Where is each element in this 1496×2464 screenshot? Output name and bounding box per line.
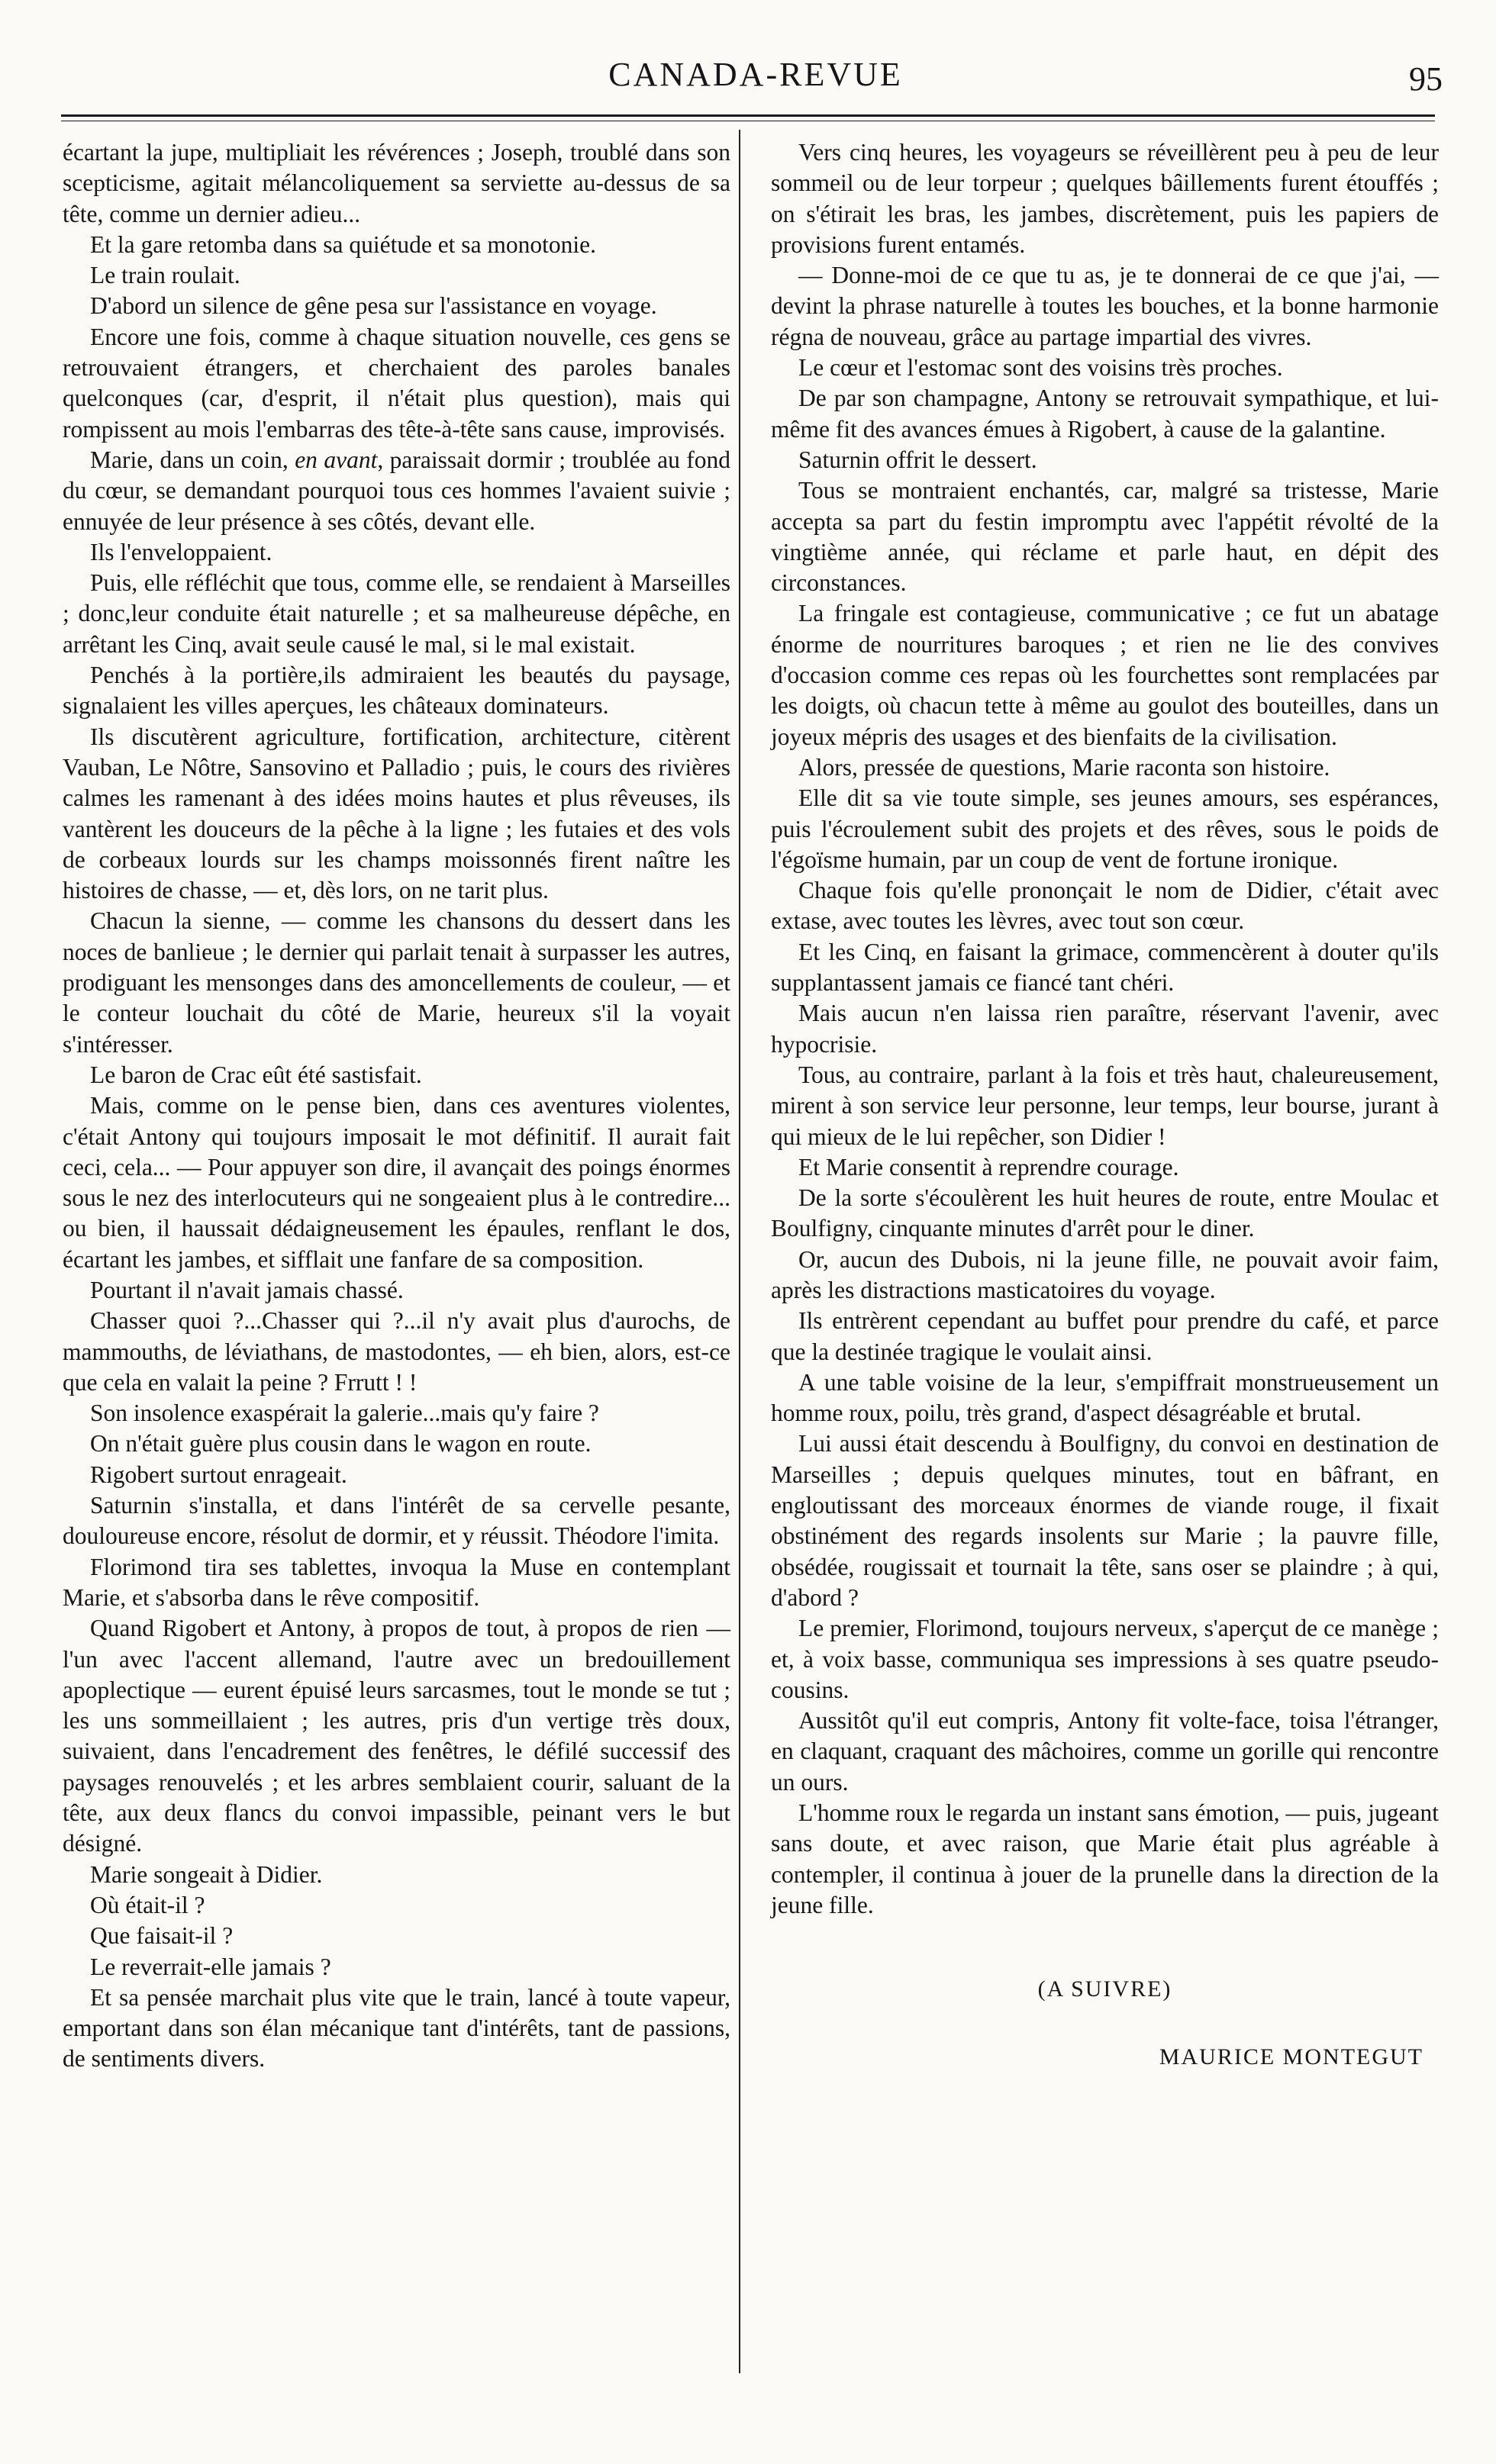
right-column: [771, 137, 1439, 2073]
left-column-paragraph: écartant la jupe, multipliait les révérences ; Joseph, troublé dans son scepticisme, agitait mélancoliquement sa serviette au-dessus de sa tête, comme un dernier adieu...: [63, 139, 730, 227]
header-rule-thick: [61, 114, 1435, 117]
author-signature: MAURICE MONTEGUT: [1159, 2044, 1423, 2069]
left-column-paragraph: Et la gare retomba dans sa quiétude et sa monotonie.: [90, 230, 597, 258]
right-column-paragraph: Et Marie consentit à reprendre courage.: [798, 1153, 1179, 1180]
left-column-paragraph: Le train roulait.: [90, 262, 240, 289]
left-column-paragraph: D'abord un silence de gêne pesa sur l'assistance en voyage.: [90, 292, 657, 320]
left-column-paragraph: Et sa pensée marchait plus vite que le train, lancé à toute vapeur, emportant dans son élan mécanique tant d'intérêts, tant de passions, de sentiments divers.: [63, 1983, 730, 2073]
page-number: 95: [1409, 60, 1443, 98]
left-column-paragraph: On n'était guère plus cousin dans le wagon en route.: [90, 1430, 592, 1457]
right-column-paragraph: La fringale est contagieuse, communicative ; ce fut un abatage énorme de nourritures baroques ; et rien ne lie des convives d'occasion comme ces repas où les fourchettes sont remplacées par les doigts, où chacun tette à même au goulot des bouteilles, dans un joyeux mépris des usages et des bienfaits de la civilisation.: [771, 600, 1439, 750]
left-column-paragraph: Puis, elle réfléchit que tous, comme elle, se rendaient à Marseilles ; donc,leur conduite était naturelle ; et sa malheureuse dépêche, en arrêtant les Cinq, avait seule causé le mal, si le mal existait.: [63, 569, 730, 658]
right-column-paragraph: Alors, pressée de questions, Marie raconta son histoire.: [798, 753, 1330, 781]
right-column-paragraph: Le cœur et l'estomac sont des voisins très proches.: [798, 354, 1283, 382]
right-column-paragraph: De la sorte s'écoulèrent les huit heures de route, entre Moulac et Boulfigny, cinquante minutes d'arrêt pour le diner.: [771, 1184, 1439, 1242]
right-column-paragraph: Lui aussi était descendu à Boulfigny, du convoi en destination de Marseilles ; depuis quelques minutes, tout en bâfrant, en engloutissant des morceaux énormes de viande rouge, il fixait obstinément des regards insolents sur Marie ; la pauvre fille, obsédée, rougissait et tournait la tête, sans oser se plaindre ; à qui, d'abord ?: [771, 1430, 1439, 1611]
left-column-paragraph: Mais, comme on le pense bien, dans ces aventures violentes, c'était Antony qui toujours imposait le mot définitif. Il aurait fait ceci, cela... — Pour appuyer son dire, il avançait des poings énormes sous le nez des interlocuteurs qui ne songeaient plus à le contredire... ou bien, il haussait dédaigneusement les épaules, renflant le dos, écartant les jambes, et sifflait une fanfare de sa composition.: [63, 1092, 730, 1273]
right-column-paragraph: Et les Cinq, en faisant la grimace, commencèrent à douter qu'ils supplantassent jamais ce fiancé tant chéri.: [771, 938, 1439, 997]
column-divider: [739, 130, 740, 2373]
left-column-paragraph: Rigobert surtout enrageait.: [90, 1461, 347, 1488]
left-column-paragraph: Le baron de Crac eût été sastisfait.: [90, 1061, 422, 1088]
page-header: [0, 52, 1496, 98]
left-column-paragraph: Que faisait-il ?: [90, 1922, 234, 1950]
left-column-paragraph: Ils l'enveloppaient.: [90, 538, 272, 565]
right-column-paragraph: A une table voisine de la leur, s'empiffrait monstrueusement un homme roux, poilu, très grand, d'aspect désagréable et brutal.: [771, 1368, 1439, 1427]
right-column-paragraph: L'homme roux le regarda un instant sans émotion, — puis, jugeant sans doute, et avec raison, que Marie était plus agréable à contempler, il continua à jouer de la prunelle dans la direction de la jeune fille.: [771, 1799, 1439, 1918]
right-column-paragraph: Saturnin offrit le dessert.: [798, 446, 1037, 473]
journal-title: CANADA-REVUE: [608, 56, 903, 93]
left-column-paragraph: Pourtant il n'avait jamais chassé.: [90, 1276, 404, 1303]
left-column-paragraph: Où était-il ?: [90, 1891, 205, 1918]
right-column-paragraph: Mais aucun n'en laissa rien paraître, réservant l'avenir, avec hypocrisie.: [771, 1000, 1439, 1058]
left-column-paragraph: Le reverrait-elle jamais ?: [90, 1953, 331, 1980]
right-column-paragraph: Elle dit sa vie toute simple, ses jeunes amours, ses espérances, puis l'écroulement subit des projets et des rêves, sous le poids de l'égoïsme humain, par un coup de vent de fortune ironique.: [771, 784, 1439, 873]
right-column-paragraph: Tous se montraient enchantés, car, malgré sa tristesse, Marie accepta sa part du festin impromptu avec l'appétit révolté de la vingtième année, qui réclame et parle haut, en dépit des circonstances.: [771, 477, 1439, 597]
right-column-paragraph: Chaque fois qu'elle prononçait le nom de Didier, c'était avec extase, avec toutes les lèvres, avec tout son cœur.: [771, 877, 1439, 935]
right-column-paragraph: Tous, au contraire, parlant à la fois et très haut, chaleureusement, mirent à son service leur personne, leur temps, leur bourse, jurant à qui mieux de le lui repêcher, son Didier !: [771, 1061, 1439, 1150]
right-column-paragraph: — Donne-moi de ce que tu as, je te donnerai de ce que j'ai, — devint la phrase naturelle à toutes les bouches, et la bonne harmonie régna de nouveau, grâce au partage impartial des vivres.: [771, 262, 1439, 350]
left-column-paragraph: Florimond tira ses tablettes, invoqua la Muse en contemplant Marie, et s'absorba dans le rêve compositif.: [63, 1553, 730, 1611]
to-be-continued: (A SUIVRE): [1037, 1976, 1172, 2002]
right-column-paragraphs: [771, 137, 1439, 1921]
right-column-paragraph: Ils entrèrent cependant au buffet pour prendre du café, et parce que la destinée tragique le voulait ainsi.: [771, 1307, 1439, 1365]
left-column-paragraph: Ils discutèrent agriculture, fortification, architecture, citèrent Vauban, Le Nôtre, Sansovino et Palladio ; puis, le cours des rivières calmes les ramenant à des idées moins hautes et plus rêveuses, ils vantèrent les douceurs de la pêche à la ligne ; les futaies et des vols de corbeaux lourds sur les champs moissonnés firent naître les histoires de chasse, — et, dès lors, on ne tarit plus.: [63, 723, 730, 904]
left-column-paragraph: Chasser quoi ?...Chasser qui ?...il n'y avait plus d'aurochs, de mammouths, de léviathans, de mastodontes, — eh bien, alors, est-ce que cela en valait la peine ? Frrutt ! !: [63, 1307, 730, 1396]
left-column: [63, 137, 730, 2075]
left-column-paragraph: Chacun la sienne, — comme les chansons du dessert dans les noces de banlieue ; le dernier qui parlait tenait à surpasser les autres, prodiguant les mensonges dans des amoncellements de couleur, — et le conteur louchait du côté de Marie, heureux s'il la voyait s'intéresser.: [63, 907, 730, 1058]
italic-phrase: en avant: [295, 446, 378, 473]
right-column-paragraph: Or, aucun des Dubois, ni la jeune fille, ne pouvait avoir faim, après les distractions masticatoires du voyage.: [771, 1245, 1439, 1303]
left-column-paragraph: Saturnin s'installa, et dans l'intérêt de sa cervelle pesante, douloureuse encore, résolut de dormir, et y réussit. Théodore l'imita.: [63, 1492, 730, 1550]
left-column-paragraph: Encore une fois, comme à chaque situation nouvelle, ces gens se retrouvaient étrangers, et cherchaient des paroles banales quelconques (car, d'esprit, il n'était plus question), mais qui rompissent au mois l'embarras des tête-à-tête sans cause, improvisés.: [63, 323, 730, 443]
left-column-paragraph: Marie, dans un coin, en avant, paraissait dormir ; troublée au fond du cœur, se demandant pourquoi tous ces hommes l'avaient suivie ; ennuyée de leur présence à ses côtés, devant elle.: [63, 446, 730, 535]
left-column-paragraph: Quand Rigobert et Antony, à propos de tout, à propos de rien — l'un avec l'accent allemand, l'autre avec un bredouillement apoplectique — eurent épuisé leurs sarcasmes, tout le monde se tut ; les uns sommeillaient ; les autres, pris d'un vertige très doux, suivaient, dans l'encadrement des fenêtres, le défilé successif des paysages renouvelés ; et les arbres semblaient courir, saluant de la tête, aux deux flancs du convoi impassible, peinant vers le but désigné.: [63, 1615, 730, 1857]
right-column-paragraph: Vers cinq heures, les voyageurs se réveillèrent peu à peu de leur sommeil ou de leur torpeur ; quelques bâillements furent étouffés ; on s'étirait les bras, les jambes, discrètement, puis les papiers de provisions furent entamés.: [771, 139, 1439, 258]
right-column-paragraph: De par son champagne, Antony se retrouvait sympathique, et lui-même fit des avances émues à Rigobert, à cause de la galantine.: [771, 385, 1439, 443]
left-column-paragraph: Marie songeait à Didier.: [90, 1860, 323, 1888]
right-column-paragraph: Le premier, Florimond, toujours nerveux, s'aperçut de ce manège ; et, à voix basse, communiqua ses impressions à ses quatre pseudo-cousins.: [771, 1615, 1439, 1703]
left-column-paragraph: Penchés à la portière,ils admiraient les beautés du paysage, signalaient les villes aperçues, les châteaux dominateurs.: [63, 662, 730, 720]
right-column-paragraph: Aussitôt qu'il eut compris, Antony fit volte-face, toisa l'étranger, en claquant, craquant des mâchoires, comme un gorille qui rencontre un ours.: [771, 1707, 1439, 1796]
left-column-paragraph: Son insolence exaspérait la galerie...mais qu'y faire ?: [90, 1399, 599, 1427]
